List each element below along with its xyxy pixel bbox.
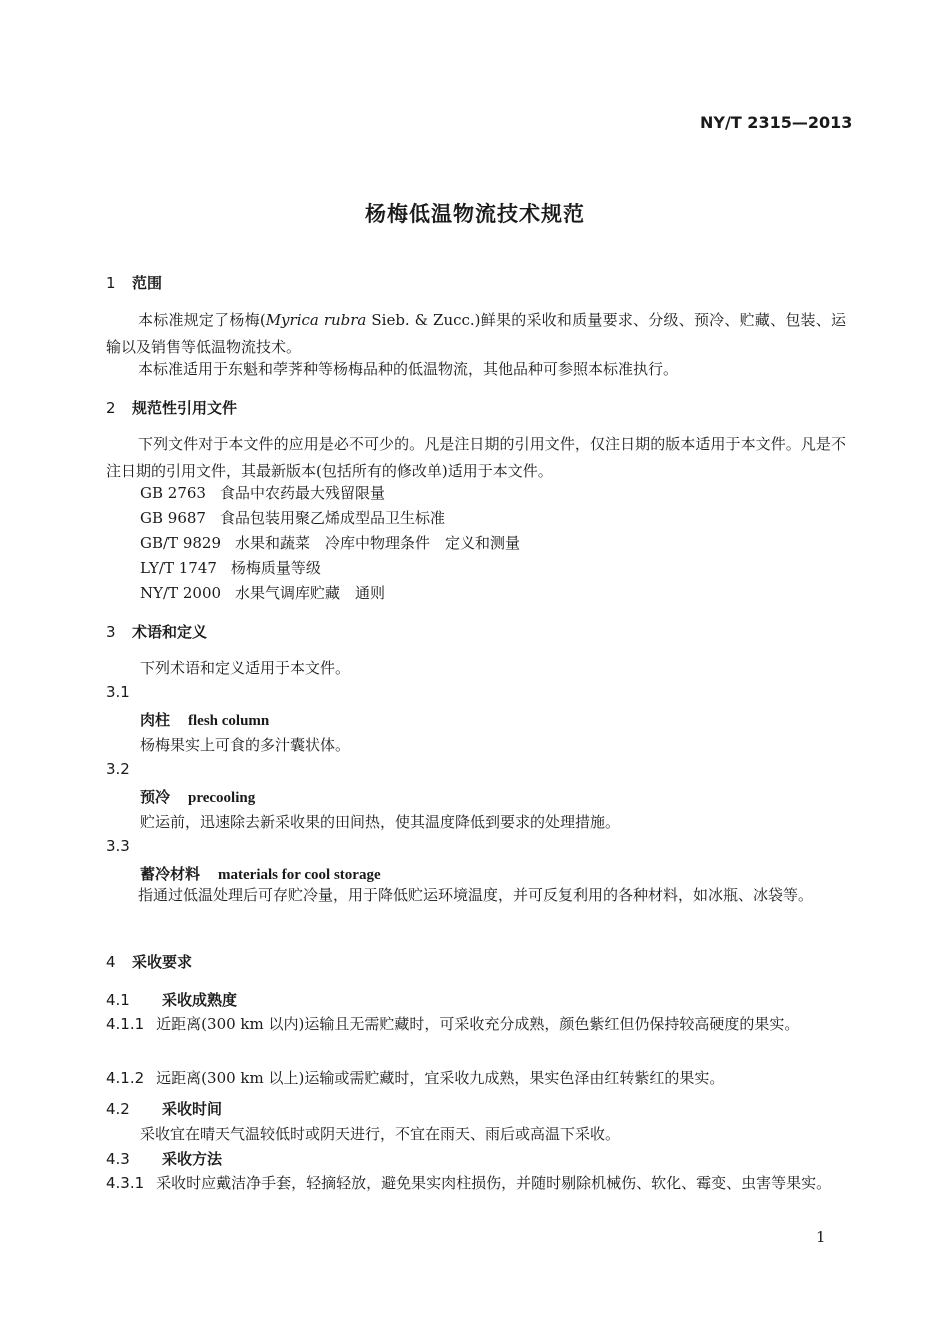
term-definition: 贮运前，迅速除去新采收果的田间热，使其温度降低到要求的处理措施。 [140,813,621,831]
scope-paragraph-1 [106,307,846,361]
section-title: 术语和定义 [132,623,208,641]
latin-name: Myrica rubra [265,311,367,329]
scope-text-post: Sieb. & Zucc.)鲜果的采收和质量要求、分级、预冷、贮藏、包装、运输以及销售等低温物流技术。 [106,311,846,356]
references-intro: 下列文件对于本文件的应用是必不可少的。凡是注日期的引用文件，仅注日期的版本适用于本文件。凡是不注日期的引用文件，其最新版本(包括所有的修改单)适用于本文件。 [106,435,846,480]
scope-paragraph-2: 本标准适用于东魁和荸荠种等杨梅品种的低温物流，其他品种可参照本标准执行。 [138,360,679,378]
clause-number: 4.1.1 [106,1015,145,1033]
clause-4-1-1 [106,1011,846,1038]
section-title: 规范性引用文件 [132,399,238,417]
term-en: flesh column [188,713,270,729]
term-definition: 指通过低温处理后可存贮冷量，用于降低贮运环境温度，并可反复利用的各种材料，如冰瓶、冰袋等。 [138,886,814,904]
reference-title: 水果气调库贮藏 通则 [235,584,386,602]
term-definition: 杨梅果实上可食的多汁囊状体。 [140,736,351,754]
term-heading [140,709,269,730]
subsection-title: 采收时间 [162,1100,223,1118]
subsection-title: 采收方法 [162,1150,223,1168]
term-cn: 蓄冷材料 [140,865,201,883]
reference-code: GB/T 9829 [140,534,222,552]
section-2-heading [106,397,237,418]
term-heading [140,786,255,807]
subsection-4-2 [106,1098,222,1119]
term-cn: 肉柱 [140,711,171,729]
term-number: 3.1 [106,683,130,701]
term-en: precooling [188,790,256,806]
scope-text-pre: 本标准规定了杨梅( [138,311,266,329]
section-title: 范围 [132,274,163,292]
clause-text: 采收时应戴洁净手套，轻摘轻放，避免果实肉柱损伤，并随时剔除机械伤、软化、霉变、虫害等果实。 [156,1174,832,1192]
clause-4-1-2 [106,1065,846,1092]
subsection-4-1 [106,989,237,1010]
harvest-time-text: 采收宜在晴天气温较低时或阴天进行，不宜在雨天、雨后或高温下采收。 [140,1125,621,1143]
reference-title: 杨梅质量等级 [230,559,321,577]
reference-item [140,507,445,528]
subsection-title: 采收成熟度 [162,991,238,1009]
document-title: 杨梅低温物流技术规范 [365,202,585,226]
term-number: 3.3 [106,837,130,855]
section-number: 2 [106,399,116,417]
section-title: 采收要求 [132,953,193,971]
reference-code: LY/T 1747 [140,559,217,577]
reference-item [140,557,321,578]
reference-title: 食品包装用聚乙烯成型品卫生标准 [219,509,445,527]
clause-text: 近距离(300 km 以内)运输且无需贮藏时，可采收充分成熟，颜色紫红但仍保持较高硬度的果实。 [156,1015,800,1033]
subsection-4-3 [106,1148,222,1169]
terms-intro: 下列术语和定义适用于本文件。 [140,659,351,677]
subsection-number: 4.2 [106,1100,130,1118]
section-4-heading [106,951,192,972]
reference-code: NY/T 2000 [140,584,222,602]
standard-number: NY/T 2315—2013 [700,113,853,132]
section-number: 3 [106,623,116,641]
section-1-heading [106,272,162,293]
term-en: materials for cool storage [218,867,381,883]
clause-number: 4.1.2 [106,1069,145,1087]
section-number: 4 [106,953,116,971]
reference-item [140,482,385,503]
reference-item [140,582,385,603]
reference-title: 食品中农药最大残留限量 [219,484,385,502]
subsection-number: 4.3 [106,1150,130,1168]
page-number: 1 [816,1228,826,1246]
reference-code: GB 2763 [140,484,206,502]
term-heading [140,863,381,884]
section-3-heading [106,621,207,642]
section-number: 1 [106,274,116,292]
clause-4-3-1 [106,1170,846,1197]
reference-code: GB 9687 [140,509,206,527]
term-cn: 预冷 [140,788,171,806]
term-number: 3.2 [106,760,130,778]
clause-number: 4.3.1 [106,1174,145,1192]
clause-text: 远距离(300 km 以上)运输或需贮藏时，宜采收九成熟，果实色泽由红转紫红的果实。 [156,1069,725,1087]
reference-title: 水果和蔬菜 冷库中物理条件 定义和测量 [235,534,521,552]
subsection-number: 4.1 [106,991,130,1009]
reference-item [140,532,520,553]
